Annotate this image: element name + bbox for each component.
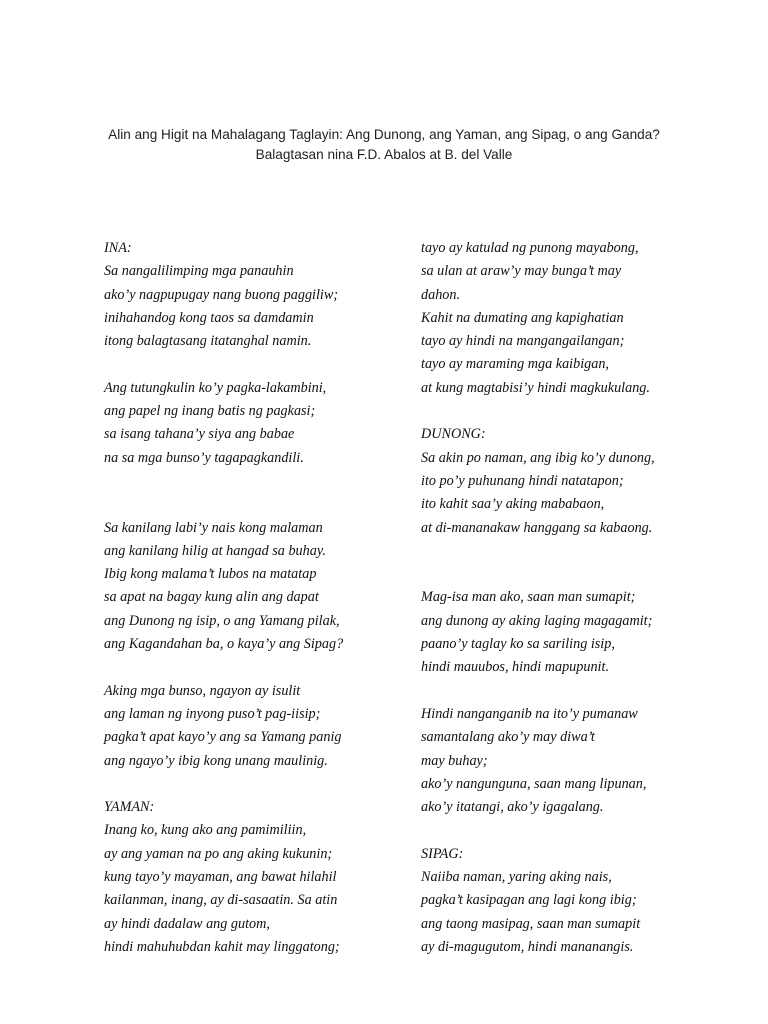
- poem-line: [104, 493, 404, 516]
- poem-line: sa apat na bagay kung alin ang dapat: [104, 589, 319, 606]
- poem-line: [421, 819, 741, 842]
- poem-line: hindi mahuhubdan kahit may linggatong;: [104, 938, 340, 955]
- poem-line: [421, 680, 741, 703]
- poem-line: pagka’t kasipagan ang lagi kong ibig;: [421, 892, 637, 909]
- poem-column-right: [421, 237, 741, 959]
- poem-line: tayo ay hindi na mangangailangan;: [421, 333, 625, 350]
- poem-line: ito po’y puhunang hindi natatapon;: [421, 472, 624, 489]
- poem-line: INA:: [104, 240, 132, 256]
- poem-line: ang Kagandahan ba, o kaya’y ang Sipag?: [104, 636, 344, 653]
- poem-line: ako’y nangunguna, saan mang lipunan,: [421, 775, 647, 792]
- poem-line: inihahandog kong taos sa damdamin: [104, 309, 314, 326]
- document-heading: [0, 125, 768, 165]
- poem-line: Aking mga bunso, ngayon ay isulit: [104, 682, 301, 699]
- poem-line: DUNONG:: [421, 426, 486, 443]
- poem-line: Kahit na dumating ang kapighatian: [421, 309, 624, 326]
- poem-line: ako’y itatangi, ako’y igagalang.: [421, 799, 604, 816]
- poem-line: ay ang yaman na po ang aking kukunin;: [104, 845, 333, 862]
- poem-line: na sa mga bunso’y tagapagkandili.: [104, 449, 304, 466]
- poem-line: tayo ay maraming mga kaibigan,: [421, 356, 609, 373]
- poem-line: sa isang tahana’y siya ang babae: [104, 426, 295, 443]
- poem-line: [104, 470, 404, 493]
- poem-line: samantalang ako’y may diwa’t: [421, 729, 595, 746]
- poem-line: at di-mananakaw hanggang sa kabaong.: [421, 519, 653, 536]
- poem-line: pagka’t apat kayo’y ang sa Yamang panig: [104, 729, 342, 746]
- poem-line: [104, 773, 404, 796]
- poem-line: ang Dunong ng isip, o ang Yamang pilak,: [104, 612, 340, 629]
- poem-column-left: [104, 237, 404, 959]
- poem-line: ay hindi dadalaw ang gutom,: [104, 915, 270, 932]
- poem-line: Sa akin po naman, ang ibig ko’y dunong,: [421, 449, 655, 466]
- poem-line: Inang ko, kung ako ang pamimiliin,: [104, 822, 307, 839]
- poem-line: Sa kanilang labi’y nais kong malaman: [104, 519, 323, 536]
- poem-line: sa ulan at araw’y may bunga’t may: [421, 263, 622, 280]
- poem-line: Ibig kong malama’t lubos na matatap: [104, 566, 317, 583]
- poem-line: Naiiba naman, yaring aking nais,: [421, 869, 612, 886]
- poem-line: ang kanilang hilig at hangad sa buhay.: [104, 542, 326, 559]
- poem-line: ako’y nagpupugay nang buong paggiliw;: [104, 286, 339, 303]
- poem-line: [104, 353, 404, 376]
- poem-line: ito kahit saa’y aking mababaon,: [421, 496, 605, 513]
- poem-line: Mag-isa man ako, saan man sumapit;: [421, 589, 636, 606]
- poem-line: tayo ay katulad ng punong mayabong,: [421, 240, 639, 256]
- poem-line: [421, 540, 741, 563]
- poem-line: SIPAG:: [421, 845, 464, 862]
- poem-line: paano’y taglay ko sa sariling isip,: [421, 636, 615, 653]
- poem-line: dahon.: [421, 286, 461, 303]
- poem-line: ang laman ng inyong puso’t pag-iisip;: [104, 705, 321, 722]
- poem-line: kailanman, inang, ay di-sasaatin. Sa atin: [104, 892, 338, 909]
- poem-line: Sa nangalilimping mga panauhin: [104, 263, 294, 280]
- poem-line: ang ngayo’y ibig kong unang maulinig.: [104, 752, 328, 769]
- poem-line: Hindi nanganganib na ito’y pumanaw: [421, 705, 638, 722]
- poem-line: Ang tutungkulin ko’y pagka-lakambini,: [104, 379, 327, 396]
- poem-line: ang taong masipag, saan man sumapit: [421, 915, 641, 932]
- poem-line: kung tayo’y mayaman, ang bawat hilahil: [104, 869, 337, 886]
- poem-line: [421, 563, 741, 586]
- document-subtitle: Balagtasan nina F.D. Abalos at B. del Valle: [255, 147, 513, 162]
- poem-line: itong balagtasang itatanghal namin.: [104, 333, 312, 350]
- poem-line: [421, 400, 741, 423]
- poem-line: YAMAN:: [104, 799, 155, 816]
- poem-line: hindi mauubos, hindi mapupunit.: [421, 659, 609, 676]
- poem-line: at kung magtabisi’y hindi magkukulang.: [421, 379, 650, 396]
- poem-line: [104, 656, 404, 679]
- poem-line: ay di-magugutom, hindi mananangis.: [421, 938, 634, 955]
- poem-line: ang dunong ay aking laging magagamit;: [421, 612, 653, 629]
- poem-line: ang papel ng inang batis ng pagkasi;: [104, 403, 316, 420]
- document-title: Alin ang Higit na Mahalagang Taglayin: Ang Dunong, ang Yaman, ang Sipag, o ang Ganda?: [108, 127, 660, 142]
- poem-line: may buhay;: [421, 752, 488, 769]
